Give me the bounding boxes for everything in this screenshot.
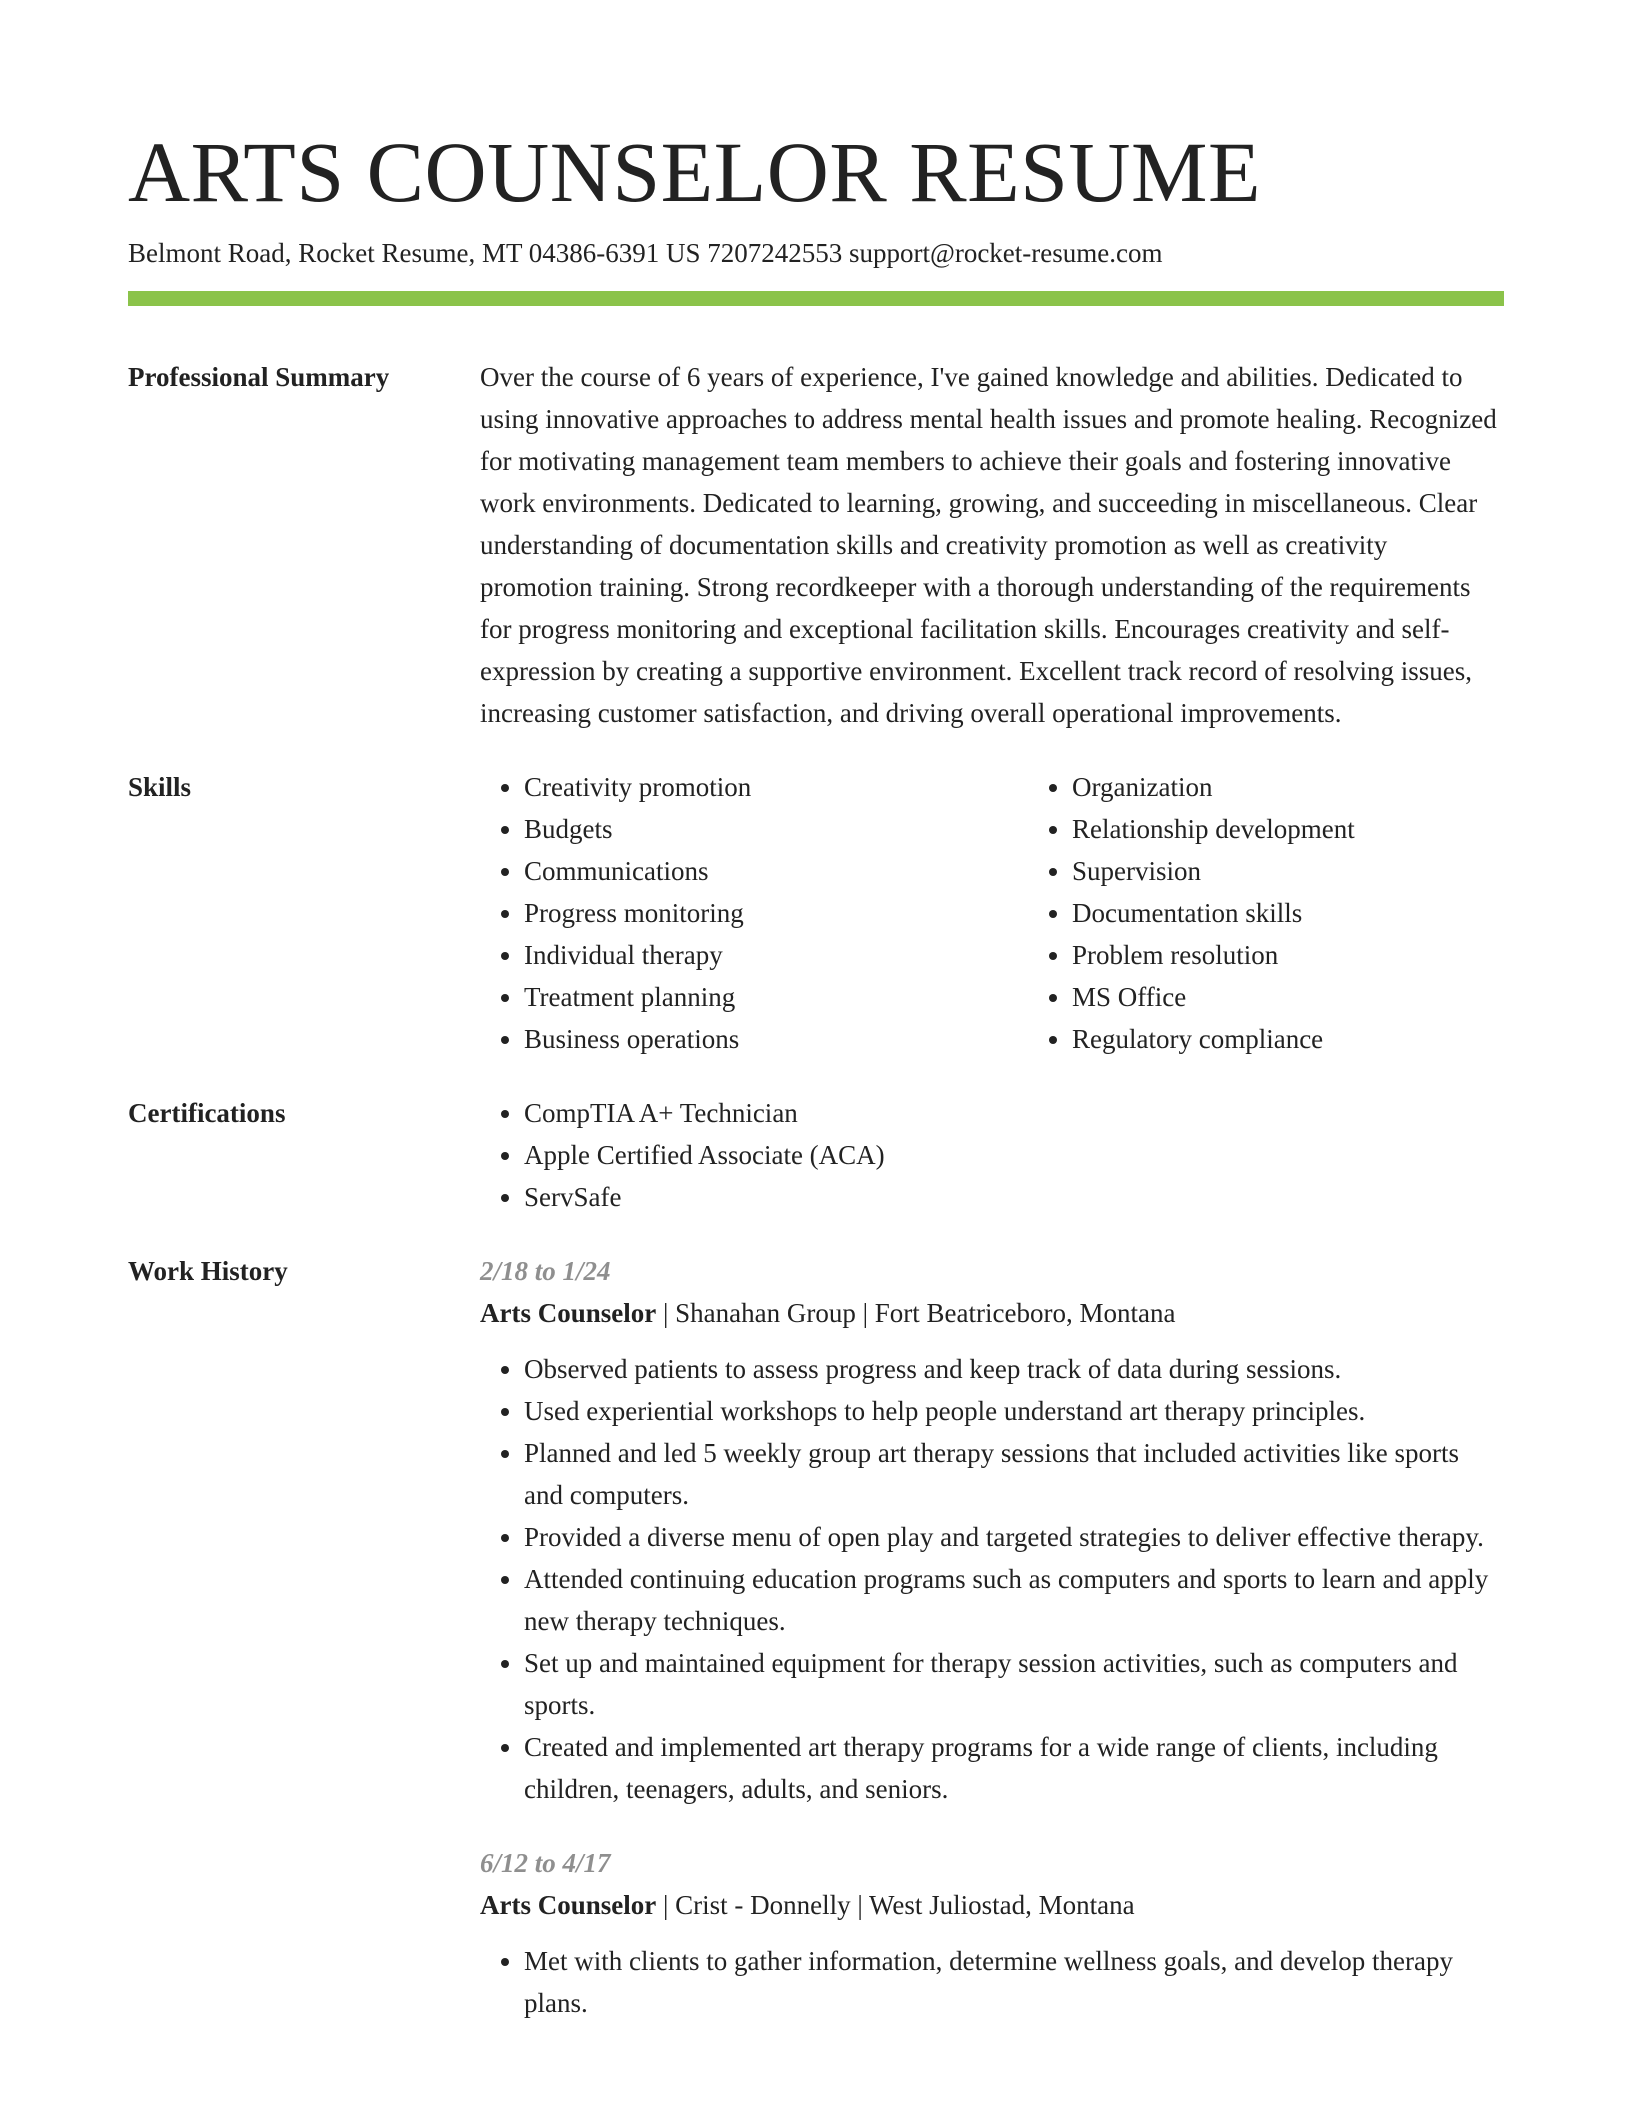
certifications-list — [480, 1092, 1504, 1218]
job-bullet: • Attended continuing education programs such as computers and sports to learn and apply new therapy techniques. — [524, 1558, 1504, 1642]
job-bullet: • Met with clients to gather information, determine wellness goals, and develop therapy plans. — [524, 1940, 1504, 2024]
summary-section — [128, 356, 1504, 734]
skill-item: • Relationship development — [1072, 808, 1576, 850]
job-heading — [480, 1884, 1504, 1926]
skill-item: • Creativity promotion — [524, 766, 1028, 808]
contact-info: Belmont Road, Rocket Resume, MT 04386-6391 US 7207242553 support@rocket-resume.com — [128, 238, 1163, 268]
job-title: Arts Counselor — [480, 1890, 657, 1920]
job-entry — [480, 1842, 1504, 2024]
skill-item: • Treatment planning — [524, 976, 1028, 1018]
job-bullet: • Observed patients to assess progress and keep track of data during sessions. — [524, 1348, 1504, 1390]
job-bullet: • Planned and led 5 weekly group art therapy sessions that included activities like sports and computers. — [524, 1432, 1504, 1516]
job-bullets — [480, 1940, 1504, 2024]
skill-item: • Documentation skills — [1072, 892, 1576, 934]
job-dates: 2/18 to 1/24 — [480, 1256, 611, 1286]
work-history-section — [128, 1250, 1504, 2056]
certifications-section — [128, 1092, 1504, 1218]
certifications-heading: Certifications — [128, 1098, 286, 1128]
header-divider — [128, 291, 1504, 306]
job-dates: 6/12 to 4/17 — [480, 1848, 611, 1878]
job-title: Arts Counselor — [480, 1298, 657, 1328]
skills-section — [128, 766, 1504, 1060]
resume-page — [128, 0, 1504, 2056]
job-bullet: • Set up and maintained equipment for therapy session activities, such as computers and sports. — [524, 1642, 1504, 1726]
job-details: | Shanahan Group | Fort Beatriceboro, Montana — [656, 1298, 1176, 1328]
skill-item: • Individual therapy — [524, 934, 1028, 976]
skill-item: • Business operations — [524, 1018, 1028, 1060]
certification-item: • ServSafe — [524, 1176, 1504, 1218]
skills-heading: Skills — [128, 772, 192, 802]
certification-item: • CompTIA A+ Technician — [524, 1092, 1504, 1134]
skill-item: • MS Office — [1072, 976, 1576, 1018]
skill-item: • Communications — [524, 850, 1028, 892]
skill-item: • Regulatory compliance — [1072, 1018, 1576, 1060]
job-details: | Crist - Donnelly | West Juliostad, Montana — [656, 1890, 1135, 1920]
resume-title: ARTS COUNSELOR RESUME — [128, 124, 1262, 220]
job-bullet: • Used experiential workshops to help people understand art therapy principles. — [524, 1390, 1504, 1432]
skills-list-left — [480, 766, 1028, 1060]
summary-heading: Professional Summary — [128, 362, 390, 392]
skill-item: • Budgets — [524, 808, 1028, 850]
certification-item: • Apple Certified Associate (ACA) — [524, 1134, 1504, 1176]
skill-item: • Progress monitoring — [524, 892, 1028, 934]
summary-text: Over the course of 6 years of experience, I've gained knowledge and abilities. Dedicated to using innovative approaches to address mental health issues and promote healing. Recognized for motivating management team members to achieve their goals and fostering innovative work environments. Dedicated to learning, growing, and succeeding in miscellaneous. Clear understanding of documentation skills and creativity promotion as well as creativity promotion training. Strong recordkeeper with a thorough understanding of the requirements for progress monitoring and exceptional facilitation skills. Encourages creativity and self-expression by creating a supportive environment. Excellent track record of resolving issues, increasing customer satisfaction, and driving overall operational improvements. — [480, 362, 1497, 728]
job-bullet: • Provided a diverse menu of open play and targeted strategies to deliver effective therapy. — [524, 1516, 1504, 1558]
skill-item: • Organization — [1072, 766, 1576, 808]
work-history-heading: Work History — [128, 1256, 288, 1286]
job-heading — [480, 1292, 1504, 1334]
job-entry — [480, 1250, 1504, 1810]
skill-item: • Supervision — [1072, 850, 1576, 892]
job-bullets — [480, 1348, 1504, 1810]
skill-item: • Problem resolution — [1072, 934, 1576, 976]
skills-list-right — [1028, 766, 1576, 1060]
job-bullet: • Created and implemented art therapy programs for a wide range of clients, including children, teenagers, adults, and seniors. — [524, 1726, 1504, 1810]
